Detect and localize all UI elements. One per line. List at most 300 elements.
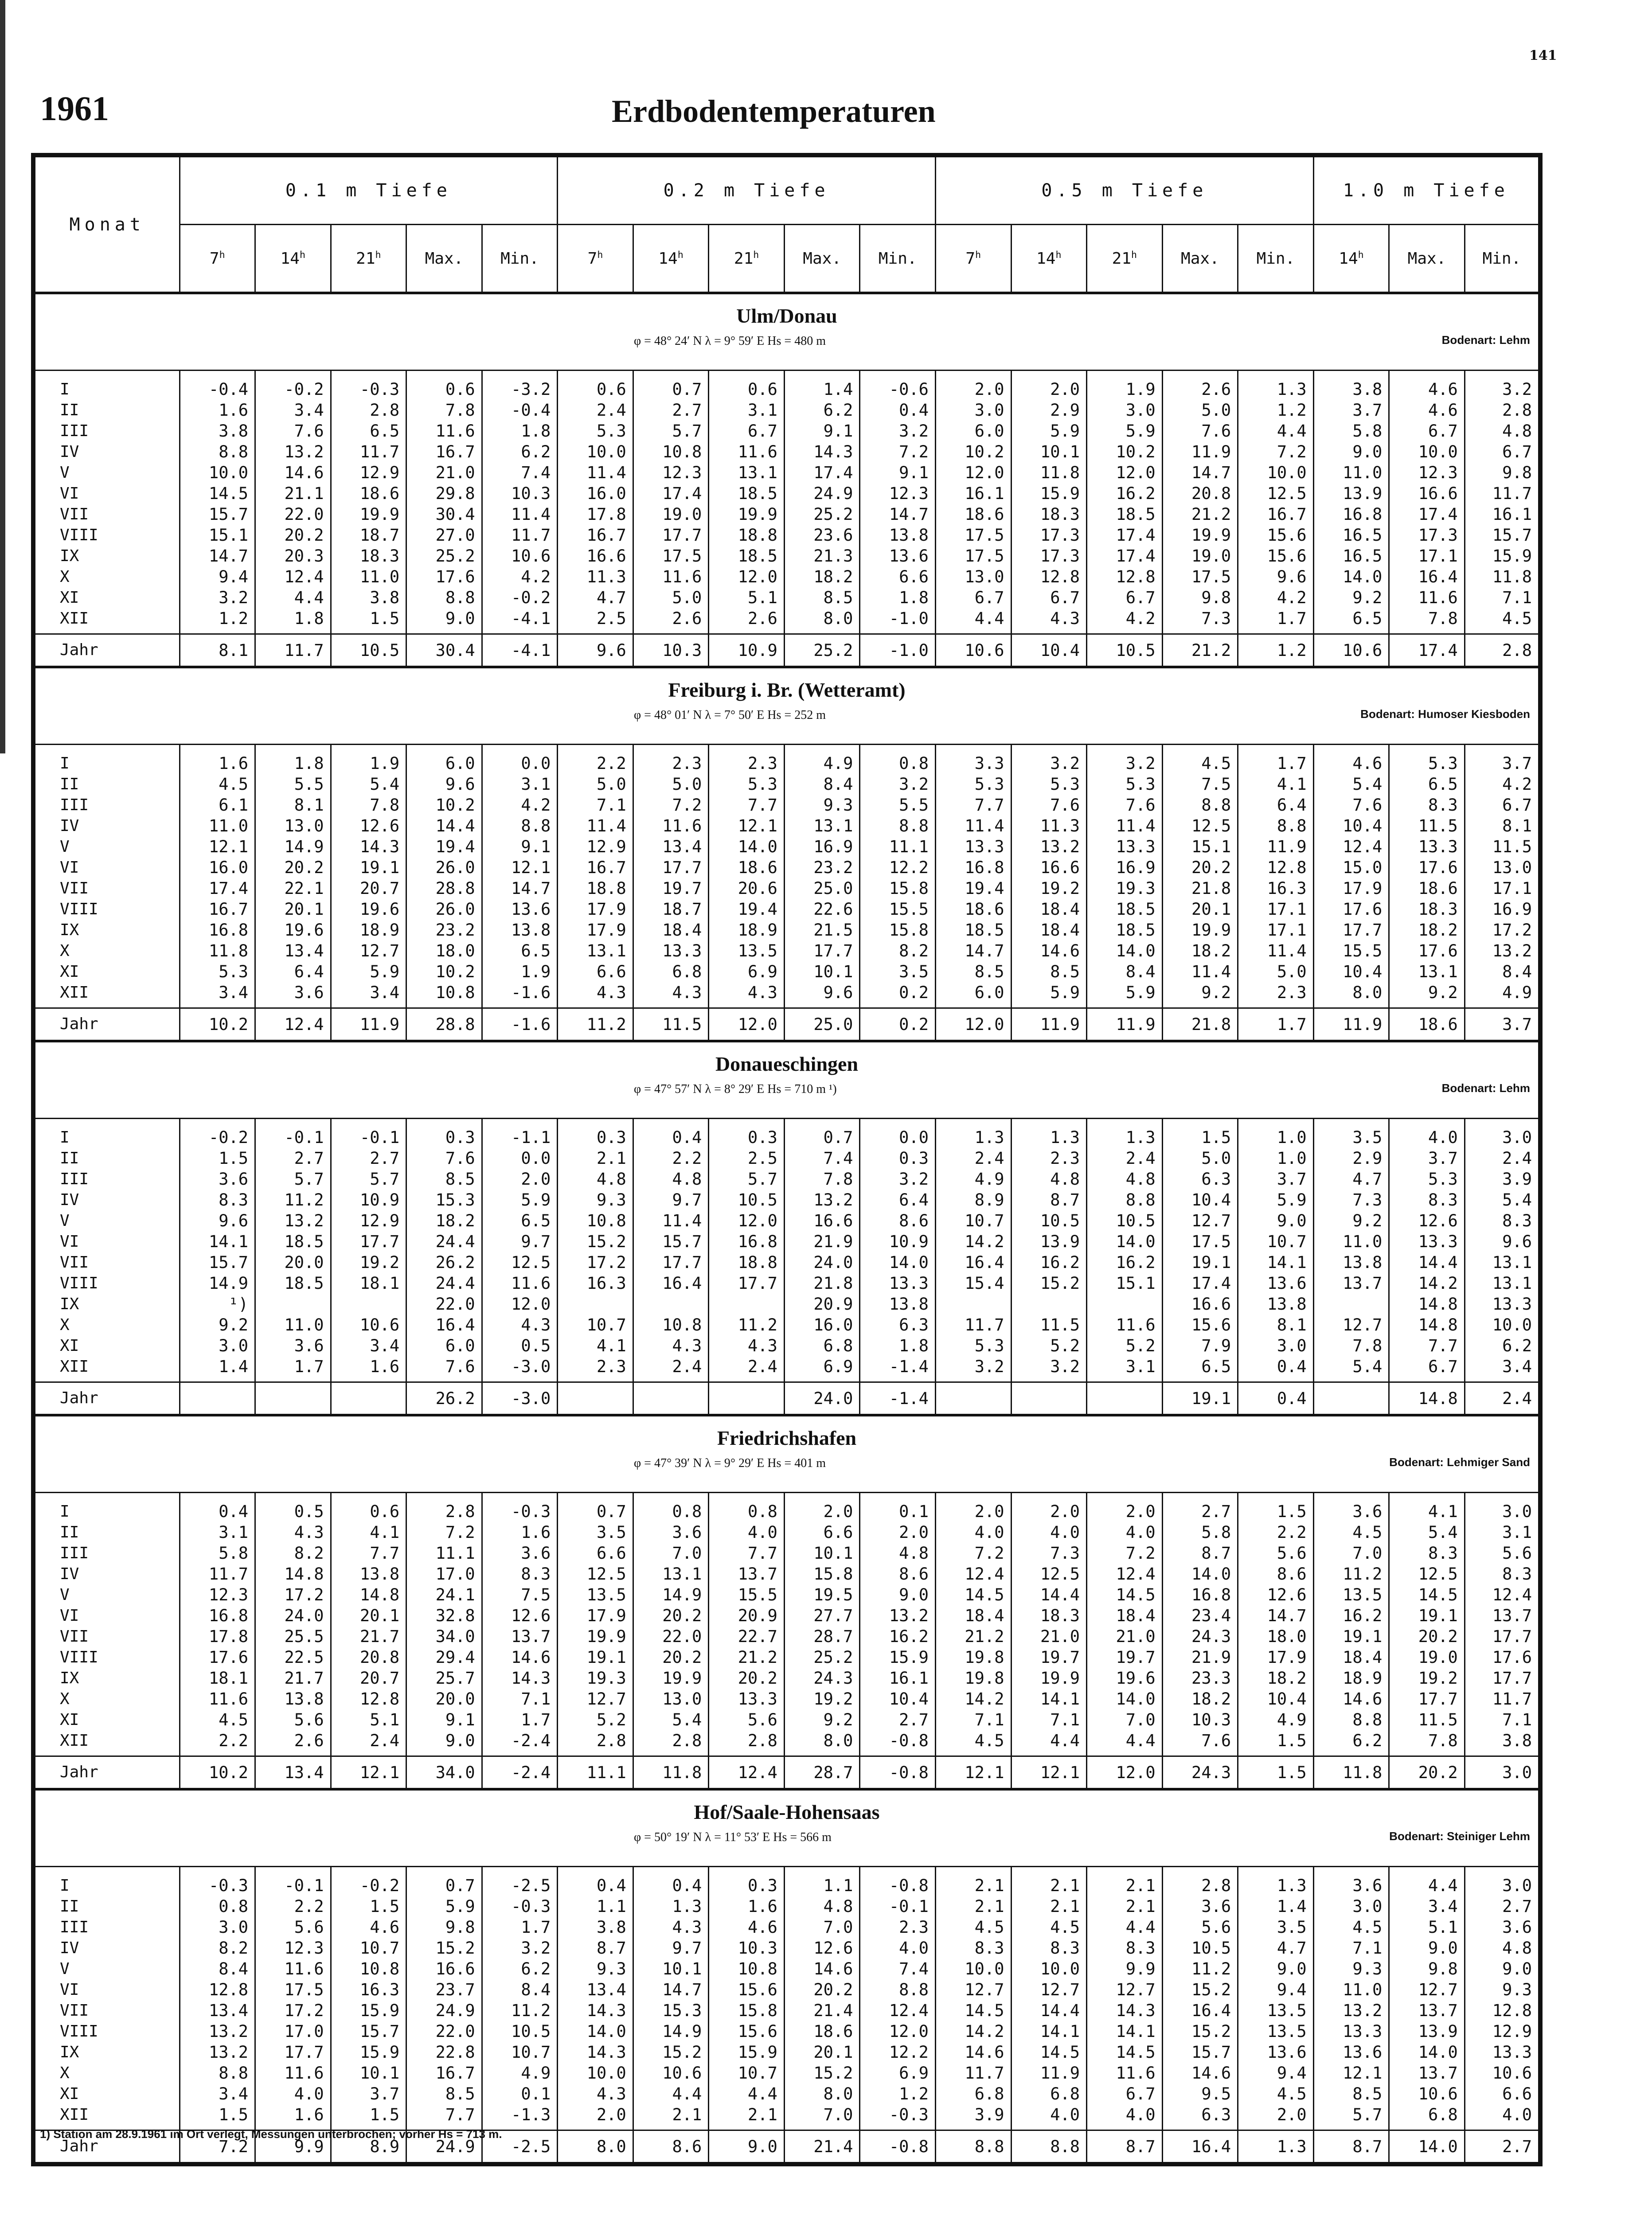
table-cell: 1.8 — [860, 1335, 936, 1356]
table-cell: 9.0 — [1389, 1938, 1465, 1959]
table-cell: 5.0 — [1162, 400, 1238, 421]
table-cell: 7.3 — [1011, 1543, 1087, 1564]
table-cell: 22.6 — [784, 899, 860, 920]
table-cell: 15.7 — [180, 504, 255, 525]
table-cell: 3.8 — [180, 421, 255, 441]
table-cell: 24.9 — [784, 483, 860, 504]
table-cell: 4.3 — [558, 2083, 633, 2104]
table-cell: 0.5 — [482, 1335, 558, 1356]
table-cell: 16.1 — [935, 483, 1011, 504]
table-row — [33, 1689, 1540, 1709]
table-cell: 8.8 — [1087, 1190, 1163, 1210]
table-cell: 12.3 — [860, 483, 936, 504]
table-cell: 12.0 — [482, 1294, 558, 1315]
table-cell: 2.3 — [860, 1917, 936, 1938]
table-cell: 9.6 — [1502, 1232, 1532, 1251]
table-row — [33, 1522, 1540, 1543]
table-cell: 6.9 — [860, 2063, 936, 2083]
table-cell: 12.0 — [709, 1210, 785, 1231]
table-cell: 16.2 — [1087, 1252, 1163, 1273]
table-cell: 24.4 — [406, 1273, 482, 1294]
table-cell: 17.1 — [1492, 879, 1532, 898]
table-cell: 7.1 — [482, 1689, 558, 1709]
table-cell: 4.0 — [1389, 1119, 1465, 1148]
table-cell: 6.6 — [558, 961, 633, 982]
table-cell: 10.4 — [1162, 1190, 1238, 1210]
table-cell: 12.5 — [482, 1252, 558, 1273]
table-cell: 15.7 — [1162, 2042, 1238, 2063]
table-cell: 4.9 — [935, 1169, 1011, 1190]
table-cell: 15.2 — [1162, 1979, 1238, 2000]
table-cell: 10.0 — [1389, 441, 1465, 462]
table-cell: 10.5 — [482, 2021, 558, 2042]
table-cell: 13.0 — [1492, 858, 1532, 877]
table-cell: 17.2 — [255, 1584, 331, 1605]
table-cell: 6.5 — [482, 1210, 558, 1231]
table-cell: 9.0 — [1313, 441, 1389, 462]
station-header-row — [33, 1789, 1540, 1867]
station-soil-type: Bodenart: Lehmiger Sand — [1389, 1455, 1530, 1469]
table-cell: 17.6 — [406, 566, 482, 587]
table-cell: 9.8 — [1502, 463, 1532, 482]
table-cell: 13.6 — [1238, 2042, 1314, 2063]
table-cell: 5.3 — [709, 774, 785, 795]
table-row — [33, 836, 1540, 857]
column-header-8: Max. — [784, 225, 860, 293]
table-cell: 26.2 — [406, 1252, 482, 1273]
table-cell: 13.1 — [784, 815, 860, 836]
table-cell: 16.6 — [1389, 483, 1465, 504]
table-cell: 13.7 — [1313, 1273, 1389, 1294]
month-label: V — [33, 1210, 180, 1231]
table-row — [33, 1709, 1540, 1730]
table-cell: 18.8 — [558, 878, 633, 899]
table-cell: 9.1 — [860, 462, 936, 483]
table-cell: 14.6 — [1313, 1689, 1389, 1709]
table-cell: 9.9 — [1087, 1959, 1163, 1979]
table-cell: 18.9 — [709, 920, 785, 940]
table-cell: 15.5 — [860, 899, 936, 920]
month-label: V — [33, 1959, 180, 1979]
table-cell: 23.7 — [406, 1979, 482, 2000]
year-cell: 24.9 — [406, 2130, 482, 2165]
table-cell: 18.0 — [1238, 1626, 1314, 1647]
table-row — [33, 1626, 1540, 1647]
table-cell: 2.1 — [935, 1896, 1011, 1917]
table-cell: 7.9 — [1162, 1335, 1238, 1356]
table-cell: -0.3 — [331, 371, 406, 400]
table-cell: 0.5 — [255, 1493, 331, 1522]
table-cell: 19.9 — [633, 1668, 709, 1689]
table-cell: 2.7 — [255, 1148, 331, 1169]
table-cell: 21.1 — [255, 483, 331, 504]
table-cell: 22.0 — [406, 1294, 482, 1315]
table-cell: 13.0 — [633, 1689, 709, 1709]
table-cell: 7.2 — [935, 1543, 1011, 1564]
table-cell: 5.6 — [255, 1917, 331, 1938]
table-cell: 14.0 — [1087, 1231, 1163, 1252]
table-cell: 21.5 — [784, 920, 860, 940]
table-cell: 17.3 — [1389, 525, 1465, 546]
table-cell: -4.1 — [482, 608, 558, 634]
table-cell: 8.8 — [1313, 1709, 1389, 1730]
table-cell: 9.0 — [1238, 1210, 1314, 1231]
table-row — [33, 1169, 1540, 1190]
table-cell: 3.5 — [860, 961, 936, 982]
table-cell: 12.3 — [633, 462, 709, 483]
table-cell: 6.6 — [558, 1543, 633, 1564]
table-cell: 3.5 — [558, 1522, 633, 1543]
table-cell: 10.7 — [709, 2063, 785, 2083]
table-cell: 15.6 — [1238, 546, 1314, 566]
table-cell: 7.6 — [406, 1356, 482, 1382]
table-cell: 2.0 — [1238, 2104, 1314, 2130]
table-cell: 14.0 — [709, 836, 785, 857]
table-cell: 2.8 — [633, 1730, 709, 1756]
table-cell: 3.6 — [1162, 1896, 1238, 1917]
table-cell: 10.6 — [331, 1315, 406, 1335]
table-cell: 17.7 — [633, 1252, 709, 1273]
table-cell: 9.5 — [1162, 2083, 1238, 2104]
table-cell: 13.8 — [482, 920, 558, 940]
table-cell: 15.8 — [860, 878, 936, 899]
table-cell: 15.8 — [784, 1564, 860, 1584]
table-cell: 8.3 — [180, 1190, 255, 1210]
table-cell: 5.9 — [1011, 982, 1087, 1008]
month-label: I — [33, 1119, 180, 1148]
year-cell: 21.2 — [1162, 634, 1238, 667]
year-cell: -0.8 — [860, 1756, 936, 1790]
table-cell: 6.7 — [1389, 421, 1465, 441]
table-cell: 14.5 — [1011, 2042, 1087, 2063]
month-label: X — [33, 2063, 180, 2083]
year-cell — [331, 1382, 406, 1416]
year-cell — [1011, 1382, 1087, 1416]
table-cell: 9.1 — [784, 421, 860, 441]
table-cell: 13.1 — [1492, 1253, 1532, 1272]
table-cell: 4.8 — [1087, 1169, 1163, 1190]
table-cell: 6.9 — [709, 961, 785, 982]
table-cell: 8.8 — [860, 1979, 936, 2000]
table-cell: 12.0 — [935, 462, 1011, 483]
table-cell: 13.7 — [1389, 2000, 1465, 2021]
table-cell: 17.5 — [935, 546, 1011, 566]
table-cell: 7.0 — [784, 1917, 860, 1938]
table-cell: 4.3 — [255, 1522, 331, 1543]
table-row — [33, 1896, 1540, 1917]
table-cell: 9.6 — [1238, 566, 1314, 587]
table-cell: 7.2 — [1238, 441, 1314, 462]
table-cell: 11.6 — [1087, 1315, 1163, 1335]
table-cell: 15.7 — [331, 2021, 406, 2042]
table-cell: 1.4 — [1238, 1896, 1314, 1917]
table-cell: 2.3 — [633, 745, 709, 774]
station-soil-type: Bodenart: Lehm — [1441, 333, 1530, 347]
table-cell: 6.5 — [1162, 1356, 1238, 1382]
table-cell: 17.9 — [558, 1605, 633, 1626]
table-cell: 13.7 — [1389, 2063, 1465, 2083]
table-cell: 18.2 — [1162, 1689, 1238, 1709]
station-header-row — [33, 1415, 1540, 1493]
table-cell: 7.0 — [1313, 1543, 1389, 1564]
table-cell: 11.6 — [633, 815, 709, 836]
table-cell: 17.1 — [1238, 899, 1314, 920]
table-cell: 13.2 — [180, 2042, 255, 2063]
year-cell: 12.0 — [1087, 1756, 1163, 1790]
table-cell: 5.9 — [1238, 1190, 1314, 1210]
table-cell: 0.1 — [482, 2083, 558, 2104]
table-cell: 18.0 — [406, 940, 482, 961]
table-cell: 11.6 — [180, 1689, 255, 1709]
table-cell: 4.9 — [482, 2063, 558, 2083]
table-cell: 3.6 — [1313, 1493, 1389, 1522]
table-row — [33, 2063, 1540, 2083]
year-cell — [633, 1382, 709, 1416]
table-row — [33, 483, 1540, 504]
table-row — [33, 566, 1540, 587]
year-label: Jahr — [33, 2130, 180, 2165]
table-cell: 2.0 — [935, 1493, 1011, 1522]
table-cell: -0.3 — [860, 2104, 936, 2130]
table-cell: 13.8 — [860, 525, 936, 546]
month-label: IV — [33, 815, 180, 836]
table-cell: 3.2 — [482, 1938, 558, 1959]
month-label: XII — [33, 1730, 180, 1756]
table-cell: 9.2 — [1162, 982, 1238, 1008]
table-cell: 18.6 — [1389, 878, 1465, 899]
table-cell: 10.5 — [1162, 1938, 1238, 1959]
table-cell: 18.3 — [1011, 504, 1087, 525]
table-cell: 8.1 — [255, 795, 331, 815]
month-label: I — [33, 1493, 180, 1522]
table-cell: 1.5 — [180, 1148, 255, 1169]
table-cell: 0.3 — [709, 1867, 785, 1896]
table-cell: 2.5 — [558, 608, 633, 634]
table-cell: 6.7 — [1389, 1356, 1465, 1382]
table-cell: 16.9 — [1087, 857, 1163, 878]
table-cell: 8.3 — [1502, 1564, 1532, 1584]
table-cell: 5.0 — [633, 587, 709, 608]
year-cell: 0.2 — [860, 1008, 936, 1042]
table-cell: 8.3 — [1011, 1938, 1087, 1959]
table-cell: 2.3 — [558, 1356, 633, 1382]
table-cell: 10.1 — [784, 961, 860, 982]
table-cell: 3.2 — [860, 421, 936, 441]
table-cell: 13.8 — [860, 1294, 936, 1315]
table-cell: 9.8 — [1162, 587, 1238, 608]
table-cell: 16.0 — [558, 483, 633, 504]
table-cell: 5.3 — [1389, 1169, 1465, 1190]
table-cell: 11.3 — [1011, 815, 1087, 836]
table-cell: 8.3 — [935, 1938, 1011, 1959]
table-cell: -0.8 — [860, 1867, 936, 1896]
table-cell: 10.8 — [709, 1959, 785, 1979]
table-cell: 0.1 — [860, 1493, 936, 1522]
table-cell: 13.5 — [709, 940, 785, 961]
table-cell: 11.6 — [255, 1959, 331, 1979]
table-cell: 17.7 — [1313, 920, 1389, 940]
table-cell: 18.4 — [1313, 1647, 1389, 1668]
table-cell: 5.0 — [1162, 1148, 1238, 1169]
table-cell: -1.6 — [482, 982, 558, 1008]
table-cell: 7.5 — [1162, 774, 1238, 795]
table-cell: 11.7 — [331, 441, 406, 462]
table-row — [33, 1119, 1540, 1148]
table-cell: 10.1 — [331, 2063, 406, 2083]
table-cell: 4.2 — [1087, 608, 1163, 634]
table-cell: 20.8 — [1162, 483, 1238, 504]
table-cell: 19.7 — [633, 878, 709, 899]
table-cell — [331, 1294, 406, 1315]
table-cell: 14.3 — [784, 441, 860, 462]
year-cell: 11.9 — [331, 1008, 406, 1042]
table-cell: 3.8 — [558, 1917, 633, 1938]
table-cell: 5.9 — [331, 961, 406, 982]
table-cell: 3.9 — [1502, 1170, 1532, 1189]
table-cell: 16.1 — [860, 1668, 936, 1689]
month-label: I — [33, 371, 180, 400]
table-cell: 17.5 — [633, 546, 709, 566]
table-cell: 4.3 — [1011, 608, 1087, 634]
table-cell: 3.1 — [1087, 1356, 1163, 1382]
table-cell: 28.8 — [406, 878, 482, 899]
table-cell: 5.4 — [331, 774, 406, 795]
table-cell: 13.9 — [1011, 1231, 1087, 1252]
year-cell: 21.8 — [1162, 1008, 1238, 1042]
year-cell: 10.5 — [1087, 634, 1163, 667]
table-cell: 11.0 — [1313, 1231, 1389, 1252]
table-cell: 11.0 — [331, 566, 406, 587]
year-cell: 11.8 — [633, 1756, 709, 1790]
table-cell: 6.0 — [935, 421, 1011, 441]
table-cell: 12.6 — [482, 1605, 558, 1626]
table-cell: 5.6 — [1502, 1544, 1532, 1563]
table-cell: 2.1 — [1087, 1896, 1163, 1917]
table-cell: 4.9 — [1502, 983, 1532, 1002]
month-label: XII — [33, 982, 180, 1008]
year-cell: -1.4 — [860, 1382, 936, 1416]
table-cell: 18.3 — [1389, 899, 1465, 920]
table-cell: 8.4 — [482, 1979, 558, 2000]
table-cell: 8.3 — [482, 1564, 558, 1584]
table-cell: 23.3 — [1162, 1668, 1238, 1689]
station-header-row — [33, 667, 1540, 745]
table-cell: 14.4 — [1011, 1584, 1087, 1605]
table-cell: 3.7 — [1238, 1169, 1314, 1190]
table-cell: 4.0 — [709, 1522, 785, 1543]
table-cell: 11.4 — [558, 462, 633, 483]
year-cell: 14.0 — [1389, 2130, 1465, 2165]
table-cell: 2.4 — [709, 1356, 785, 1382]
depth-header-0-2m: 0.2 m Tiefe — [558, 155, 936, 225]
table-cell: 18.9 — [331, 920, 406, 940]
table-cell: 18.5 — [1087, 899, 1163, 920]
table-cell: 9.3 — [1313, 1959, 1389, 1979]
table-cell: 10.0 — [935, 1959, 1011, 1979]
table-cell: 22.0 — [406, 2021, 482, 2042]
table-cell: 19.1 — [1162, 1252, 1238, 1273]
table-cell: 11.2 — [1313, 1564, 1389, 1584]
table-cell: 3.4 — [1389, 1896, 1465, 1917]
station-coordinates: φ = 48° 24′ N λ = 9° 59′ E Hs = 480 m — [634, 334, 826, 348]
table-cell: 2.1 — [1011, 1867, 1087, 1896]
table-row — [33, 400, 1540, 421]
year-cell: 9.6 — [558, 634, 633, 667]
table-cell: 17.4 — [1087, 546, 1163, 566]
year-cell: 12.4 — [255, 1008, 331, 1042]
table-row — [33, 1148, 1540, 1169]
column-header-4: Min. — [482, 225, 558, 293]
year-cell: 8.8 — [935, 2130, 1011, 2165]
table-cell: 18.2 — [1162, 940, 1238, 961]
table-cell: 7.2 — [860, 441, 936, 462]
table-cell: 14.8 — [255, 1564, 331, 1584]
table-cell: 13.3 — [633, 940, 709, 961]
table-cell: 24.3 — [1162, 1626, 1238, 1647]
table-cell: 4.2 — [482, 566, 558, 587]
table-cell: 17.4 — [784, 462, 860, 483]
table-cell: 18.6 — [709, 857, 785, 878]
table-cell: 14.6 — [935, 2042, 1011, 2063]
table-cell: 12.1 — [1313, 2063, 1389, 2083]
table-cell: 11.2 — [1162, 1959, 1238, 1979]
table-cell: 11.7 — [1492, 484, 1532, 503]
table-cell: 19.4 — [709, 899, 785, 920]
year-label: Jahr — [33, 1008, 180, 1042]
table-cell: 17.1 — [1389, 546, 1465, 566]
table-cell: 1.6 — [709, 1896, 785, 1917]
table-cell: 15.7 — [180, 1252, 255, 1273]
table-cell: 11.6 — [709, 441, 785, 462]
table-cell: 1.8 — [860, 587, 936, 608]
table-cell: 7.8 — [1389, 1730, 1465, 1756]
table-cell: 14.9 — [633, 2021, 709, 2042]
table-cell: 4.4 — [633, 2083, 709, 2104]
table-cell: 4.8 — [1502, 421, 1532, 441]
table-row — [33, 1273, 1540, 1294]
table-cell: 6.2 — [482, 441, 558, 462]
table-cell: 19.1 — [558, 1647, 633, 1668]
table-cell: 2.3 — [709, 745, 785, 774]
table-cell: 26.0 — [406, 857, 482, 878]
table-cell: 0.4 — [558, 1867, 633, 1896]
table-cell: 18.4 — [633, 920, 709, 940]
table-cell: 12.0 — [860, 2021, 936, 2042]
table-cell: 11.4 — [1238, 940, 1314, 961]
table-cell: 19.4 — [935, 878, 1011, 899]
table-cell: 6.8 — [1011, 2083, 1087, 2104]
table-cell: 2.8 — [406, 1493, 482, 1522]
month-label: XII — [33, 2104, 180, 2130]
table-cell: 16.8 — [180, 920, 255, 940]
table-cell: 4.1 — [1389, 1493, 1465, 1522]
table-cell: 3.4 — [1502, 1357, 1532, 1376]
table-cell: 9.1 — [406, 1709, 482, 1730]
table-cell: 12.5 — [558, 1564, 633, 1584]
table-cell: 13.4 — [558, 1979, 633, 2000]
column-header-17: Min. — [1465, 225, 1540, 293]
table-cell: 4.2 — [482, 795, 558, 815]
table-row — [33, 774, 1540, 795]
table-row — [33, 2104, 1540, 2130]
column-header-1: 14$^h$ — [255, 225, 331, 293]
table-cell: 12.7 — [935, 1979, 1011, 2000]
table-cell: 13.2 — [255, 1210, 331, 1231]
table-row — [33, 525, 1540, 546]
table-cell: 4.9 — [784, 745, 860, 774]
year-cell: 25.2 — [784, 634, 860, 667]
table-cell: 4.0 — [255, 2083, 331, 2104]
